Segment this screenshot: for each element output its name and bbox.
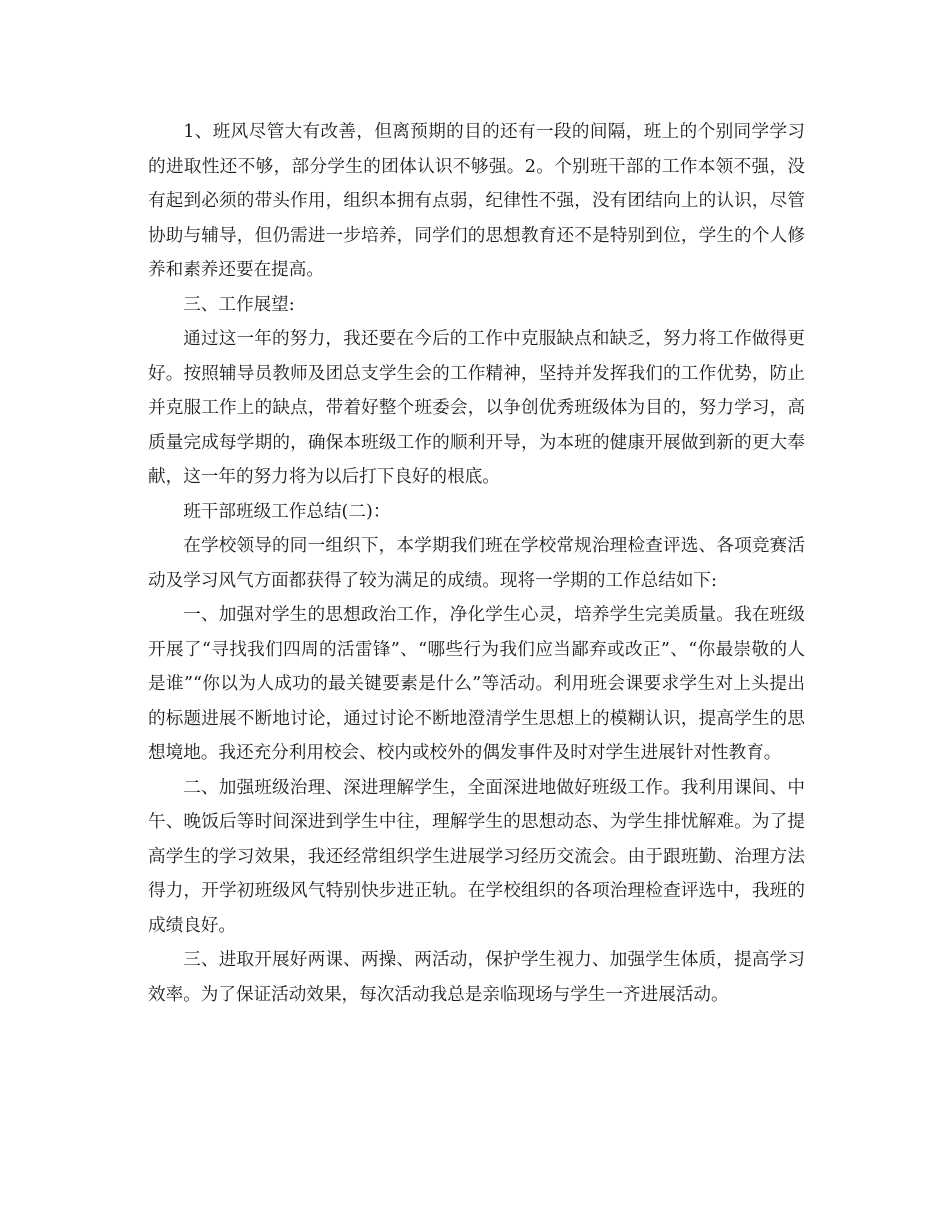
paragraph-point-one: 一、加强对学生的思想政治工作，净化学生心灵，培养学生完美质量。我在班级开展了“寻找我们四周的活雷锋”、“哪些行为我们应当鄙弃或改正”、“你最崇敬的人是谁”“你以为人成功的最关键要素是什么”等活动。利用班会课要求学生对上头提出的标题进展不断地讨论，通过讨论不断地澄清学生思想上的模糊认识，提高学生的思想境地。我还充分利用校会、校内或校外的偶发事件及时对学生进展针对性教育。 — [148, 605, 805, 763]
paragraph-class-style-issues: 1、班风尽管大有改善，但离预期的目的还有一段的间隔，班上的个别同学学习的进取性还不够，部分学生的团体认识不够强。2。个别班干部的工作本领不强，没有起到必须的带头作用，组织本拥有点弱，纪律性不强，没有团结向上的认识，尽管协助与辅导，但仍需进一步培养，同学们的思想教育还不是特别到位，学生的个人修养和素养还要在提高。 — [148, 122, 805, 280]
paragraph-point-three: 三、进取开展好两课、两操、两活动，保护学生视力、加强学生体质，提高学习效率。为了保证活动效果，每次活动我总是亲临现场与学生一齐进展活动。 — [148, 950, 805, 1005]
heading-work-outlook: 三、工作展望: — [183, 294, 295, 315]
document-body — [148, 115, 805, 1012]
heading-summary-two: 班干部班级工作总结(二)： — [183, 501, 391, 522]
paragraph-summary-intro: 在学校领导的同一组织下，本学期我们班在学校常规治理检查评选、各项竞赛活动及学习风气方面都获得了较为满足的成绩。现将一学期的工作总结如下: — [148, 536, 805, 591]
paragraph-point-two: 二、加强班级治理、深进理解学生，全面深进地做好班级工作。我利用课间、中午、晚饭后等时间深进到学生中往，理解学生的思想动态、为学生排忧解难。为了提高学生的学习效果，我还经常组织学生进展学习经历交流会。由于跟班勤、治理方法得力，开学初班级风气特别快步进正轨。在学校组织的各项治理检查评选中，我班的成绩良好。 — [148, 777, 805, 936]
paragraph-outlook-body: 通过这一年的努力，我还要在今后的工作中克服缺点和缺乏，努力将工作做得更好。按照辅导员教师及团总支学生会的工作精神，坚持并发挥我们的工作优势，防止并克服工作上的缺点，带着好整个班委会，以争创优秀班级体为目的，努力学习，高质量完成每学期的，确保本班级工作的顺利开导，为本班的健康开展做到新的更大奉献，这一年的努力将为以后打下良好的根底。 — [148, 329, 805, 487]
